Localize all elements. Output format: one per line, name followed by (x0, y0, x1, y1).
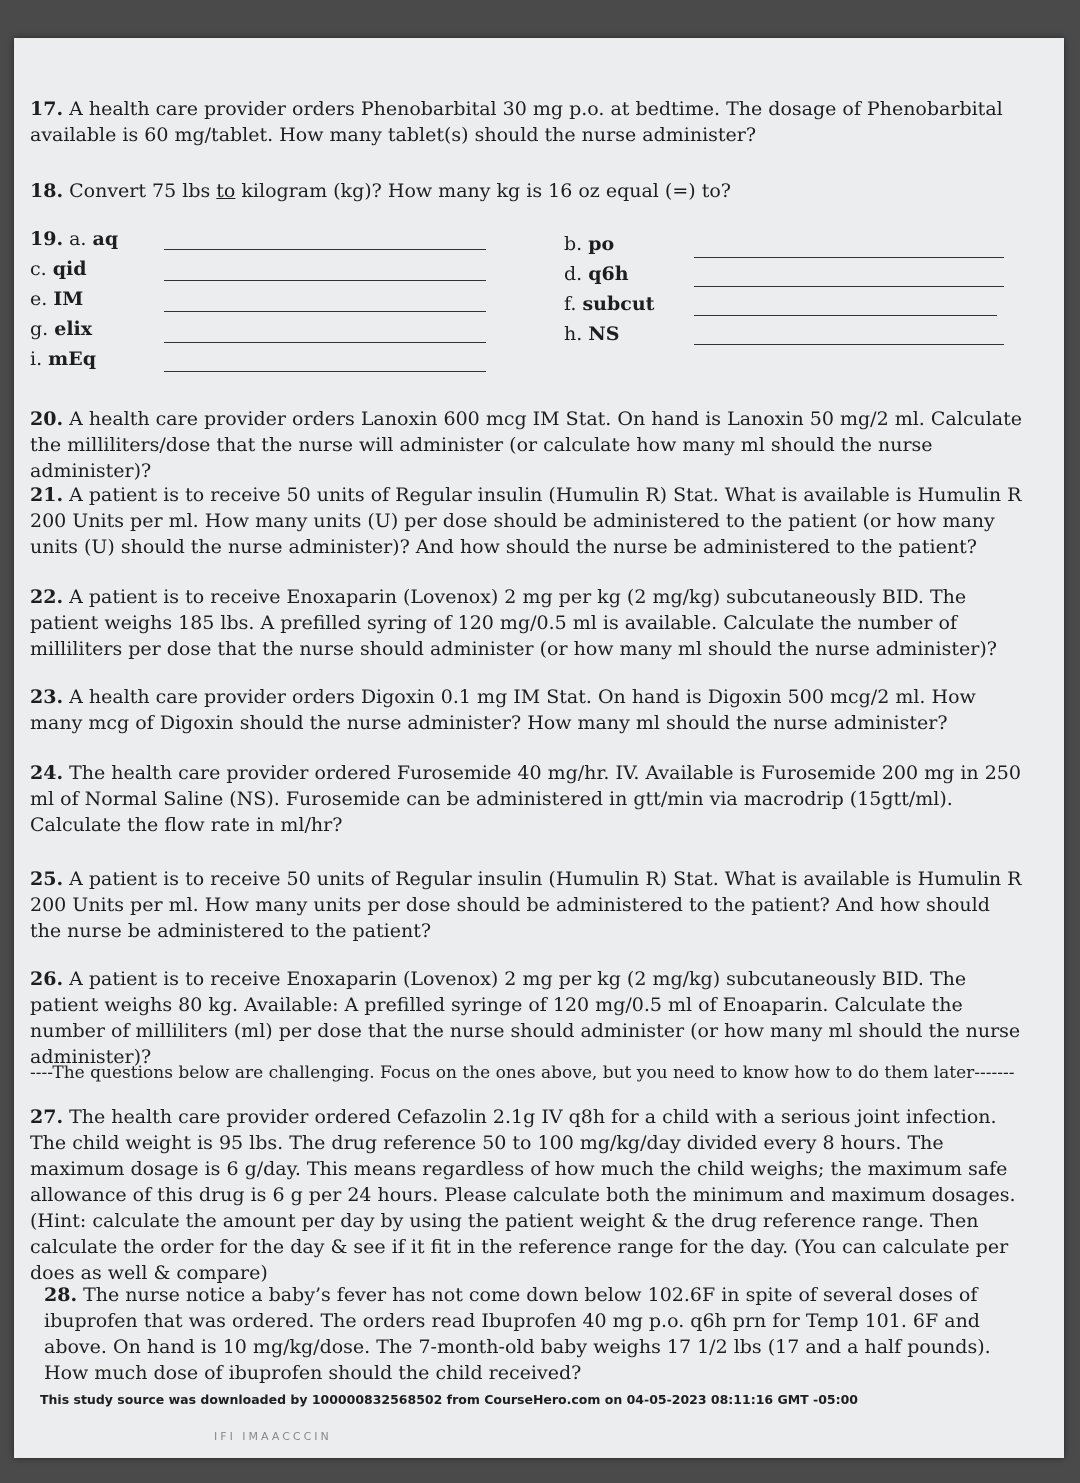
question-21: 21. A patient is to receive 50 units of Regular insulin (Humulin R) Stat. What is available is Humulin R 200 Units per ml. How many units (U) per dose should be administered to the patient (or how many units (U) should the nurse administer)? And how should the nurse be administered to the patient? (30, 484, 1022, 558)
answer-line-h[interactable] (694, 344, 1004, 345)
answer-line-b[interactable] (694, 257, 1004, 258)
abbr-e: e. IM (30, 288, 84, 310)
answer-line-e[interactable] (164, 311, 486, 312)
question-18: 18. Convert 75 lbs to kilogram (kg)? How many kg is 16 oz equal (=) to? (30, 180, 731, 202)
abbr-d: d. q6h (564, 263, 629, 285)
answer-line-c[interactable] (164, 280, 486, 281)
abbr-b: b. po (564, 233, 615, 255)
section-divider: ----The questions below are challenging. Focus on the ones above, but you need to know how to do them later------- (30, 1063, 1015, 1083)
question-20: 20. A health care provider orders Lanoxin 600 mcg IM Stat. On hand is Lanoxin 50 mg/2 ml. Calculate the milliliters/dose that the nurse will administer (or calculate how many ml should the nurse administer)? (30, 408, 1022, 482)
abbr-i: i. mEq (30, 348, 97, 370)
worksheet-page (14, 38, 1064, 1458)
answer-line-a[interactable] (164, 249, 486, 250)
question-23: 23. A health care provider orders Digoxin 0.1 mg IM Stat. On hand is Digoxin 500 mcg/2 ml. How many mcg of Digoxin should the nurse administer? How many ml should the nurse administer? (30, 686, 976, 734)
question-25: 25. A patient is to receive 50 units of Regular insulin (Humulin R) Stat. What is available is Humulin R 200 Units per ml. How many units per dose should be administered to the patient? And how should the nurse be administered to the patient? (30, 868, 1022, 942)
scan-artifact-text: IFI IMAACCCIN (214, 1430, 332, 1443)
question-26: 26. A patient is to receive Enoxaparin (Lovenox) 2 mg per kg (2 mg/kg) subcutaneously BID. The patient weighs 80 kg. Available: A prefilled syringe of 120 mg/0.5 ml of Enoaparin. Calculate the number of milliliters (ml) per dose that the nurse should administer (or how many ml should the nurse administer)? (30, 968, 1021, 1068)
answer-line-d[interactable] (694, 286, 1004, 287)
abbr-c: c. qid (30, 258, 87, 280)
answer-line-g[interactable] (164, 342, 486, 343)
question-24: 24. The health care provider ordered Furosemide 40 mg/hr. IV. Available is Furosemide 200 mg in 250 ml of Normal Saline (NS). Furosemide can be administered in gtt/min via macrodrip (15gtt/ml). Calculate the flow rate in ml/hr? (30, 762, 1021, 836)
answer-line-i[interactable] (164, 371, 486, 372)
abbr-h: h. NS (564, 323, 620, 345)
question-28: 28. The nurse notice a baby’s fever has not come down below 102.6F in spite of several doses of ibuprofen that was ordered. The orders read Ibuprofen 40 mg p.o. q6h prn for Temp 101. 6F and above. On hand is 10 mg/kg/dose. The 7-month-old baby weighs 17 1/2 lbs (17 and a half pounds). How much dose of ibuprofen should the child received? (44, 1284, 991, 1384)
question-22: 22. A patient is to receive Enoxaparin (Lovenox) 2 mg per kg (2 mg/kg) subcutaneously BID. The patient weighs 185 lbs. A prefilled syring of 120 mg/0.5 ml is available. Calculate the number of milliliters per dose that the nurse should administer (or how many ml should the nurse administer)? (30, 586, 997, 660)
abbr-f: f. subcut (564, 293, 655, 315)
download-footer: This study source was downloaded by 100000832568502 from CourseHero.com on 04-05-2023 08:11:16 GMT -05:00 (40, 1392, 859, 1407)
answer-line-f[interactable] (694, 315, 997, 316)
abbr-a: 19. a. aq (30, 228, 119, 250)
abbr-g: g. elix (30, 318, 93, 340)
question-17: 17. A health care provider orders Phenobarbital 30 mg p.o. at bedtime. The dosage of Phenobarbital available is 60 mg/tablet. How many tablet(s) should the nurse administer? (30, 98, 1003, 146)
question-27: 27. The health care provider ordered Cefazolin 2.1g IV q8h for a child with a serious joint infection. The child weight is 95 lbs. The drug reference 50 to 100 mg/kg/day divided every 8 hours. The maximum dosage is 6 g/day. This means regardless of how much the child weighs; the maximum safe allowance of this drug is 6 g per 24 hours. Please calculate both the minimum and maximum dosages. (Hint: calculate the amount per day by using the patient weight & the drug reference range. Then calculate the order for the day & see if it fit in the reference range for the day. (You can calculate per does as well & compare) (30, 1106, 1016, 1284)
